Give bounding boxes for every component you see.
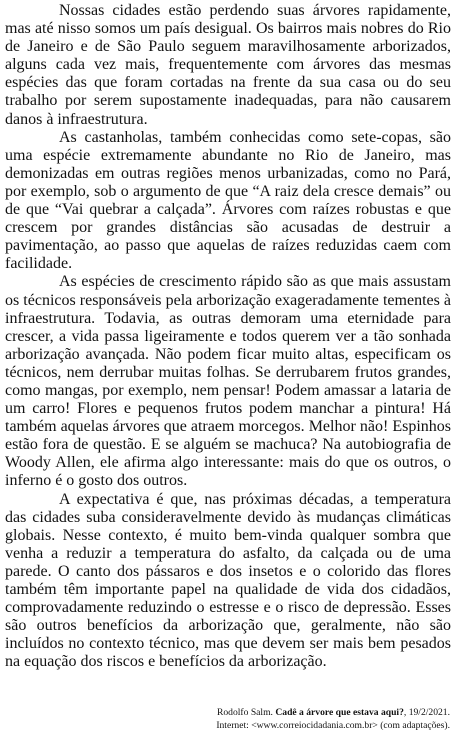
- paragraph-4: A expectativa é que, nas próximas décadas, a temperatura das cidades suba consideravelmente devido às mudanças climáticas globais. Nesse contexto, é muito bem-vinda qualquer sombra que venha a reduzir a temperatura do asfalto, da calçada ou de uma parede. O canto dos pássaros e dos insetos e o colorido das flores também têm importante papel na qualidade de vida dos cidadãos, comprovadamente reduzindo o estresse e o risco de depressão. Esses são outros benefícios da arborização que, geralmente, não são incluídos no contexto técnico, mas que devem ser mais bem pesados na equação dos riscos e benefícios da arborização.: [5, 490, 451, 671]
- citation-line: [10, 707, 450, 720]
- citation-title: Cadê a árvore que estava aqui?: [275, 707, 404, 718]
- citation-internet: Internet: <www.correiocidadania.com.br> (com adaptações).: [216, 719, 450, 731]
- citation-date: , 19/2/2021.: [403, 707, 450, 718]
- citation-author: Rodolfo Salm.: [216, 707, 273, 718]
- article-body: [5, 2, 451, 671]
- paragraph-2: As castanholas, também conhecidas como sete-copas, são uma espécie extremamente abundante no Rio de Janeiro, mas demonizadas em outras regiões menos urbanizadas, como no Pará, por exemplo, sob o argumento de que “A raiz dela cresce demais” ou de que “Vai quebrar a calçada”. Árvores com raízes robustas e que crescem por grandes distâncias são acusadas de destruir a pavimentação, ao passo que aquelas de raízes reduzidas caem com facilidade.: [5, 128, 451, 273]
- paragraph-3: As espécies de crescimento rápido são as que mais assustam os técnicos responsáveis pela arborização exageradamente tementes à infraestrutura. Todavia, as outras demoram uma eternidade para crescer, a vida passa ligeiramente e todos querem ver a tão sonhada arborização avançada. Não podem ficar muito altas, especificam os técnicos, nem derrubar muitas folhas. Se derrubarem frutos grandes, como mangas, por exemplo, nem pensar! Podem amassar a lataria de um carro! Flores e pequenos frutos podem manchar a pintura! Há também aquelas árvores que atraem morcegos. Melhor não! Espinhos estão fora de questão. E se alguém se machuca? Na autobiografia de Woody Allen, ele afirma algo interessante: mais do que os outros, o inferno é o gosto dos outros.: [5, 273, 451, 490]
- paragraph-1: Nossas cidades estão perdendo suas árvores rapidamente, mas até nisso somos um país desigual. Os bairros mais nobres do Rio de Janeiro e de São Paulo seguem maravilhosamente arborizados, alguns cada vez mais, frequentemente com árvores das mesmas espécies das que foram cortadas na frente da sua casa ou do seu trabalho por serem supostamente inadequadas, para não causarem danos à infraestrutura.: [5, 2, 451, 128]
- source-citation: [10, 707, 450, 732]
